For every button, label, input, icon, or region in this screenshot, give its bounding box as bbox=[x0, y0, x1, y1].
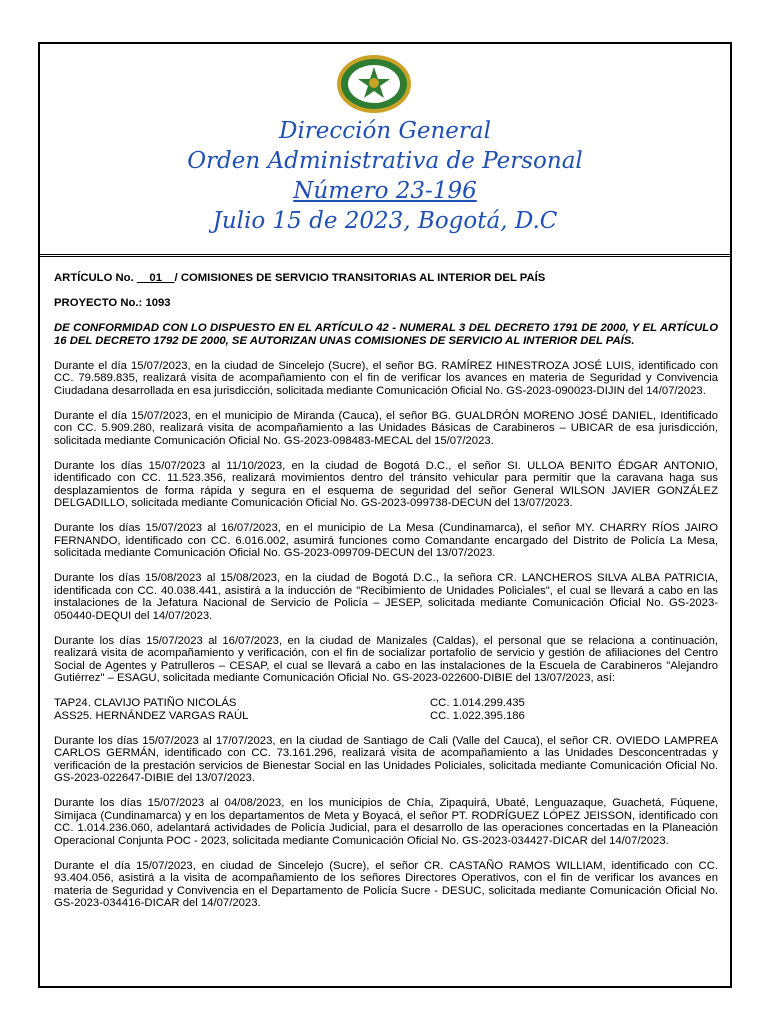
personnel-row bbox=[54, 710, 718, 723]
commission-paragraph: Durante el día 15/07/2023, en ciudad de Sincelejo (Sucre), el señor CR. CASTAÑO RAMOS WILLIAM, identificado con CC. 93.404.056, asistirá a la visita de acompañamiento de los señores Directores Operativos, con el fin de verificar los avances en materia de Seguridad y Convivencia en el Departamento de Policía Sucre - DESUC, solicitada mediante Comunicación Oficial No. GS-2023-034416-DICAR del 14/07/2023. bbox=[54, 859, 718, 909]
article-number: 01 bbox=[149, 272, 162, 284]
document-header bbox=[40, 44, 730, 257]
article-title: / COMISIONES DE SERVICIO TRANSITORIAS AL INTERIOR DEL PAÍS bbox=[174, 272, 546, 284]
header-line-date: Julio 15 de 2023, Bogotá, D.C bbox=[212, 208, 558, 234]
commission-paragraph: Durante los días 15/07/2023 al 17/07/2023, en la ciudad de Santiago de Cali (Valle del Cauca), el señor CR. OVIEDO LAMPREA CARLOS GERMÁN, identificado con CC. 73.161.296, realizará visita de acompañamiento a las Unidades Desconcentradas y verificación de la prestación servicios de Bienestar Social en las Unidades Policiales, solicitada mediante Comunicación Oficial No. GS-2023-022647-DIBIE del 13/07/2023. bbox=[54, 734, 718, 784]
project-label: PROYECTO No.: bbox=[54, 297, 143, 309]
commission-paragraph: Durante el día 15/07/2023, en la ciudad de Sincelejo (Sucre), el señor BG. RAMÍREZ HINESTROZA JOSÉ LUIS, identificado con CC. 79.589.835, realizará visita de acompañamiento con el fin de verificar los avances en materia de Seguridad y Convivencia Ciudadana desarrollada en esa jurisdicción, solicitada mediante Comunicación Oficial No. GS-2023-090023-DIJIN del 14/07/2023. bbox=[54, 359, 718, 397]
personnel-id: CC. 1.014.299.435 bbox=[430, 697, 525, 709]
personnel-row bbox=[54, 697, 718, 710]
commission-paragraph: Durante los días 15/08/2023 al 15/08/2023, en la ciudad de Bogotá D.C., la señora CR. LANCHEROS SILVA ALBA PATRICIA, identificada con CC. 40.038.441, asistirá a la inducción de "Recibimiento de Unidades Policiales", el cual se llevará a cabo en las instalaciones de la Jefatura Nacional de Servicio de Policía – JESEP, solicitada mediante Comunicación Oficial No. GS-2023-050440-DEQUI del 14/07/2023. bbox=[54, 572, 718, 622]
police-emblem-icon bbox=[336, 54, 412, 114]
project-number: 1093 bbox=[145, 297, 171, 309]
header-titles bbox=[40, 116, 730, 236]
header-line-number: Número 23-196 bbox=[293, 178, 477, 204]
personnel-id: CC. 1.022.395.186 bbox=[430, 709, 525, 722]
personnel-name: ASS25. HERNÁNDEZ VARGAS RAÚL bbox=[54, 709, 249, 722]
personnel-name: TAP24. CLAVIJO PATIÑO NICOLÁS bbox=[54, 697, 237, 709]
header-line-direction: Dirección General bbox=[279, 118, 491, 144]
commission-paragraph: Durante los días 15/07/2023 al 04/08/2023, en los municipios de Chía, Zipaquirá, Ubaté, Lenguazaque, Guachetá, Fúquene, Simijaca (Cundinamarca) y en los departamentos de Meta y Boyacá, el señor PT. RODRÍGUEZ LÓPEZ JEISSON, identificado con CC. 1.014.236.060, adelantará actividades de Policía Judicial, para el desarrollo de las operaciones concertadas en la Planeación Operacional Conjunta POC - 2023, solicitada mediante Comunicación Oficial No. GS-2023-034427-DICAR del 14/07/2023. bbox=[54, 797, 718, 847]
document-body bbox=[54, 272, 718, 922]
document-frame bbox=[38, 42, 732, 988]
commission-paragraph: Durante los días 15/07/2023 al 16/07/2023, en el municipio de La Mesa (Cundinamarca), el señor MY. CHARRY RÍOS JAIRO FERNANDO, identificado con CC. 6.016.002, asumirá funciones como Comandante encargado del Distrito de Policía La Mesa, solicitada mediante Comunicación Oficial No. GS-2023-099709-DECUN del 13/07/2023. bbox=[54, 522, 718, 559]
commission-paragraph: Durante los días 15/07/2023 al 16/07/2023, en la ciudad de Manizales (Caldas), el personal que se relaciona a continuación, realizará visita de acompañamiento y verificación, con el fin de socializar portafolio de servicio y gestión de afiliaciones del Centro Social de Agentes y Patrulleros – CESAP, el cual se llevará a cabo en las instalaciones de la Escuela de Carabineros "Alejandro Gutiérrez" – ESAGU, solicitada mediante Comunicación Oficial No. GS-2023-022600-DIBIE del 13/07/2023, así: bbox=[54, 634, 718, 684]
decree-statement: DE CONFORMIDAD CON LO DISPUESTO EN EL ARTÍCULO 42 - NUMERAL 3 DEL DECRETO 1791 DE 2000, Y EL ARTÍCULO 16 DEL DECRETO 1792 DE 2000, SE AUTORIZAN UNAS COMISIONES DE SERVICIO AL INTERIOR DEL PAÍS. bbox=[54, 322, 718, 347]
article-label: ARTÍCULO No. bbox=[54, 272, 134, 284]
project-line bbox=[54, 297, 718, 310]
header-line-order: Orden Administrativa de Personal bbox=[187, 148, 583, 174]
commission-paragraph: Durante los días 15/07/2023 al 11/10/2023, en la ciudad de Bogotá D.C., el señor SI. ULLOA BENITO ÉDGAR ANTONIO, identificado con CC. 11.523.356, realizará movimientos dentro del tránsito vehicular para permitir que la caravana haga sus desplazamientos de forma rápida y segura en el esquema de seguridad del señor General WILSON JAVIER GONZÁLEZ DELGADILLO, solicitada mediante Comunicación Oficial No. GS-2023-099738-DECUN del 13/07/2023. bbox=[54, 459, 718, 509]
personnel-list bbox=[54, 697, 718, 722]
article-heading bbox=[54, 272, 718, 285]
commission-paragraph: Durante el día 15/07/2023, en el municipio de Miranda (Cauca), el señor BG. GUALDRÓN MORENO JOSÉ DANIEL, Identificado con CC. 5.909.280, realizará visita de acompañamiento a las Unidades Básicas de Carabineros – UBICAR de esa jurisdicción, solicitada mediante Comunicación Oficial No. GS-2023-098483-MECAL del 15/07/2023. bbox=[54, 409, 718, 447]
